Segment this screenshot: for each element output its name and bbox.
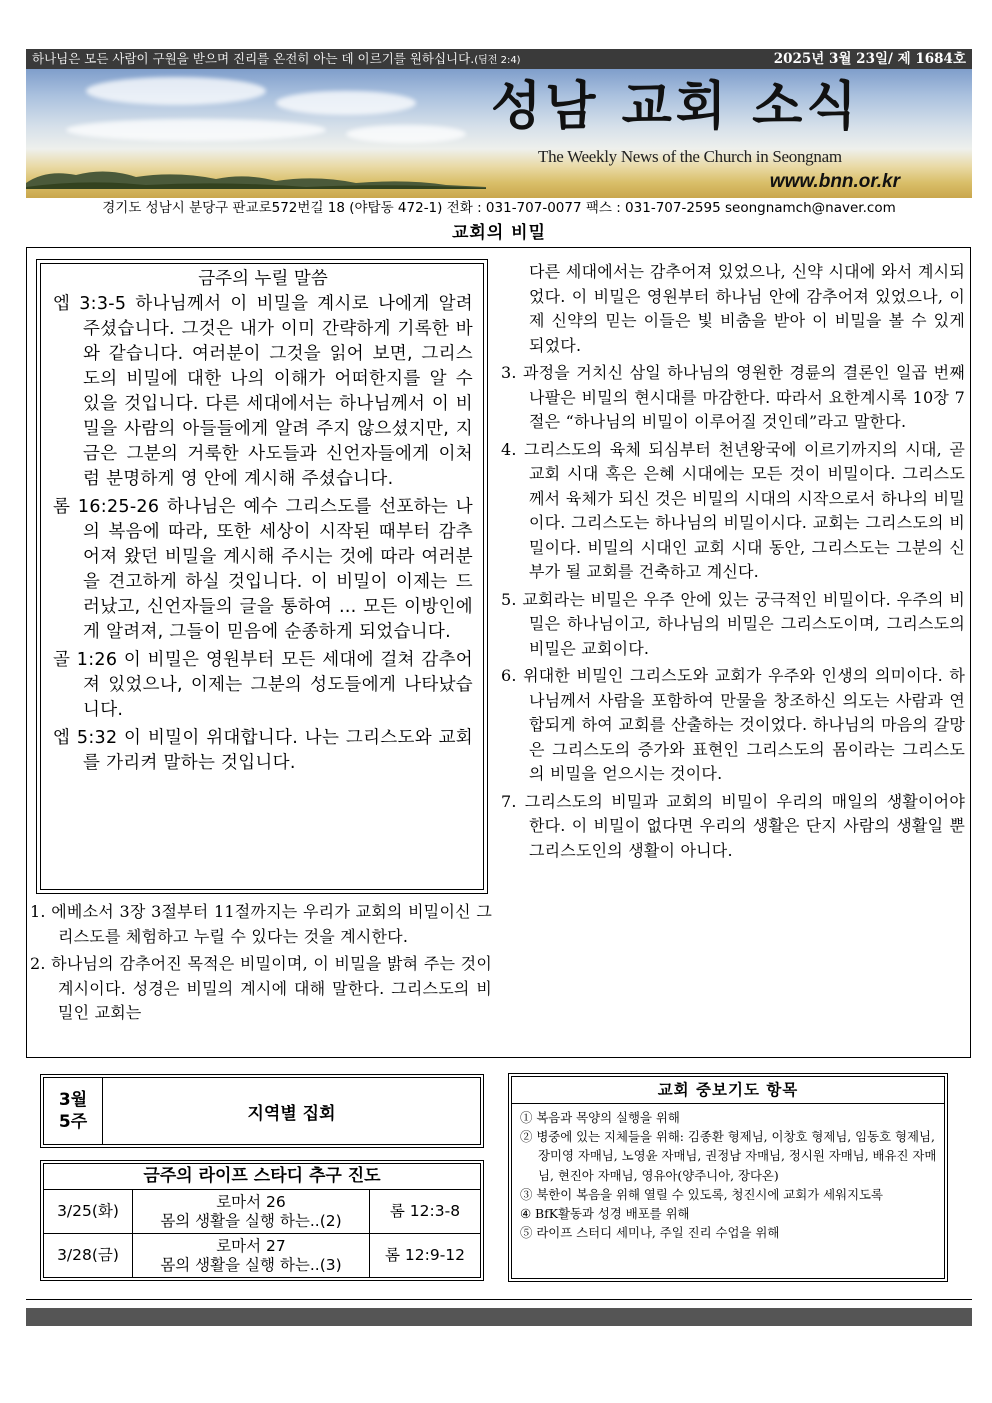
left-points (30, 900, 492, 1029)
footer-divider (26, 1299, 972, 1300)
verse-item: 골 1:26 이 비밀은 영원부터 모든 세대에 걸쳐 감추어져 있었으나, 이제는 그분의 성도들에게 나타났습니다. (53, 650, 473, 720)
article-title: 교회의 비밀 (451, 223, 547, 243)
meeting-event: 지역별 집회 (247, 1103, 336, 1124)
prayer-item: ① 복음과 목양의 실행을 위해 (520, 1110, 680, 1125)
meeting-box (40, 1074, 484, 1148)
banner-verse (32, 49, 521, 71)
study-range: 롬 12:3-8 (370, 1190, 481, 1234)
tree-line-graphic (26, 165, 486, 189)
prayer-box (508, 1073, 948, 1282)
newsletter-title: 성남 교회 소식 (491, 77, 861, 137)
point-item: 7. 그리스도의 비밀과 교회의 비밀이 우리의 매일의 생활이어야 한다. 이 비밀이 없다면 우리의 생활은 단지 사람의 생활일 뿐 그리스도인의 생활이 아니다. (501, 791, 965, 860)
study-reading (133, 1190, 370, 1234)
verse-box-heading: 금주의 누릴 말씀 (198, 269, 328, 289)
point-item: 4. 그리스도의 육체 되심부터 천년왕국에 이르기까지의 시대, 곧 교회 시대 혹은 은혜 시대에는 모든 것이 비밀이다. 그리스도께서 육체가 되신 것은 비밀의 시대의 시작으로서 하나의 비밀이다. 그리스도는 하나님의 비밀이시다. 교회는 그리스도의 비밀이다. 비밀의 시대인 교회 시대 동안, 그리스도는 그분의 신부가 될 교회를 건축하고 계신다. (501, 439, 965, 581)
study-topic: 몸의 생활을 실행 하는..(3) (160, 1255, 342, 1274)
study-date: 3/25(화) (44, 1190, 133, 1234)
study-table (43, 1163, 481, 1278)
study-topic: 몸의 생활을 실행 하는..(2) (160, 1211, 342, 1230)
banner-verse-text: 하나님은 모든 사람이 구원을 받으며 진리를 온전히 아는 데 이르기를 원하십니다. (32, 51, 475, 66)
point-item: 3. 과정을 거치신 삼일 하나님의 영원한 경륜의 결론인 일곱 번째 나팔은 비밀의 현시대를 마감한다. 따라서 요한계시록 10장 7절은 “하나님의 비밀이 이루어질 것인데”라고 말한다. (501, 363, 965, 431)
table-row (44, 1190, 481, 1234)
issue-date: 2025년 3월 23일/ 제 1684호 (773, 51, 966, 67)
study-range: 롬 12:9-12 (370, 1234, 481, 1278)
banner-verse-ref: (딤전 2:4) (474, 55, 521, 66)
newsletter-subtitle: The Weekly News of the Church in Seongnam (538, 147, 842, 166)
table-row (44, 1234, 481, 1278)
study-heading: 금주의 라이프 스타디 추구 진도 (44, 1164, 481, 1190)
study-book: 로마서 26 (216, 1192, 286, 1211)
verse-item: 엡 5:32 이 비밀이 위대합니다. 나는 그리스도와 교회를 가리켜 말하는 것입니다. (53, 728, 473, 773)
meeting-week (44, 1078, 103, 1144)
meeting-week-number: 5주 (58, 1112, 88, 1132)
prayer-item: ⑤ 라이프 스터디 세미나, 주일 진리 수업을 위해 (520, 1225, 780, 1241)
contact-line: 경기도 성남시 분당구 판교로572번길 18 (야탑동 472-1) 전화 : 031-707-0077 팩스 : 031-707-2595 seongnamch@naver.com (102, 200, 896, 216)
verse-item: 롬 16:25-26 하나님은 예수 그리스도를 선포하는 나의 복음에 따라, 또한 세상이 시작된 때부터 감추어져 왔던 비밀을 계시해 주시는 것에 따라 여러분을 견고하게 하실 것입니다. 이 비밀이 이제는 드러났고, 신언자들의 글을 통하여 … 모든 이방인에게 알려져, 그들이 믿음에 순종하게 되었습니다. (53, 497, 473, 642)
point-item: 5. 교회라는 비밀은 우주 안에 있는 궁극적인 비밀이다. 우주의 비밀은 하나님이고, 하나님의 비밀은 그리스도이며, 그리스도의 비밀은 교회이다. (501, 589, 965, 658)
prayer-item: ③ 북한이 복음을 위해 열릴 수 있도록, 청진시에 교회가 세워지도록 (520, 1186, 883, 1202)
website-link[interactable]: www.bnn.or.kr (769, 171, 900, 192)
footer-bar (26, 1308, 972, 1326)
study-date: 3/28(금) (44, 1234, 133, 1278)
point-item: 2. 하나님의 감추어진 목적은 비밀이며, 이 비밀을 밝혀 주는 것이 계시이다. 성경은 비밀의 계시에 대해 말한다. 그리스도의 비밀인 교회는 (30, 954, 492, 1022)
point-item: 1. 에베소서 3장 3절부터 11절까지는 우리가 교회의 비밀이신 그리스도를 체험하고 누릴 수 있다는 것을 계시한다. (30, 902, 492, 946)
point-item: 6. 위대한 비밀인 그리스도와 교회가 우주와 인생의 의미이다. 하나님께서 사람을 포함하여 만물을 창조하신 의도는 사람과 연합되게 하여 교회를 산출하는 것이었다. 하나님의 마음의 갈망은 그리스도의 증가와 표현인 그리스도의 몸이라는 그리스도의 비밀을 얻으시는 것이다. (501, 666, 965, 783)
prayer-item: ② 병중에 있는 지체들을 위해: 김종환 형제님, 이창호 형제님, 임동호 형제님, 장미영 자매님, 노영윤 자매님, 권정남 자매님, 정시원 자매님, 배유진 자매님, 현진아 자매님, 영유아(양주니아, 장다온) (520, 1129, 937, 1183)
header-image (26, 69, 972, 198)
prayer-item: ④ BfK활동과 성경 배포를 위해 (520, 1206, 690, 1222)
verse-item: 엡 3:3-5 하나님께서 이 비밀을 계시로 나에게 알려 주셨습니다. 그것은 내가 이미 간략하게 기록한 바와 같습니다. 여러분이 그것을 읽어 보면, 그리스도의 비밀에 대한 나의 이해가 어떠한지를 알 수 있을 것입니다. 다른 세대에서는 하나님께서 이 비밀을 사람의 아들들에게 알려 주지 않으셨지만, 지금은 그분의 거룩한 사도들과 신언자들에게 이처럼 분명하게 영 안에 계시해 주셨습니다. (53, 294, 473, 489)
study-book: 로마서 27 (216, 1236, 286, 1255)
point-continuation: 다른 세대에서는 감추어져 있었으나, 신약 시대에 와서 계시되었다. 이 비밀은 영원부터 하나님 안에 감추어져 있었으나, 이제 신약의 믿는 이들은 빛 비춤을 받아 이 비밀을 볼 수 있게 되었다. (529, 262, 965, 355)
meeting-month: 3월 (58, 1090, 88, 1110)
right-points (501, 260, 965, 866)
verse-box (36, 259, 488, 894)
top-banner (26, 49, 972, 69)
prayer-heading: 교회 중보기도 항목 (512, 1077, 944, 1104)
study-schedule (40, 1160, 484, 1281)
study-reading (133, 1234, 370, 1278)
